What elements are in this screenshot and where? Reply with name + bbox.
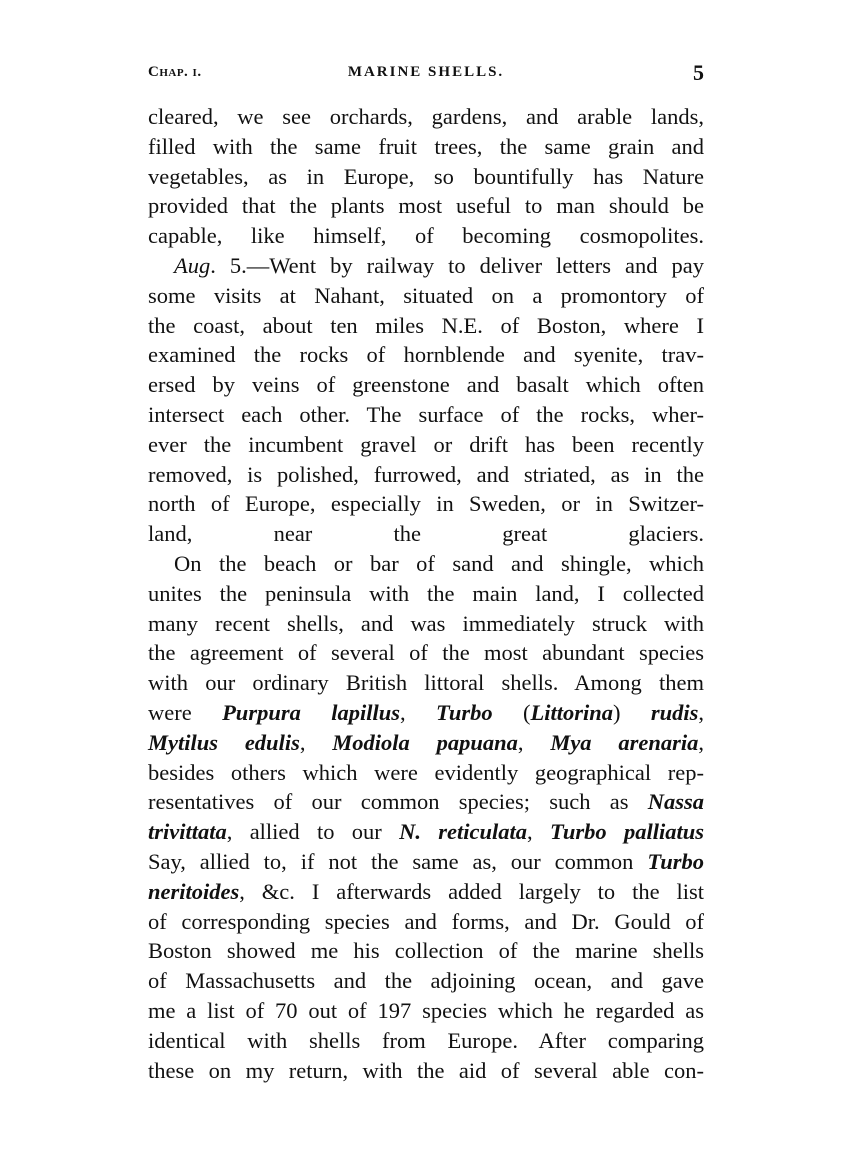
text-run: capable, like himself, of becoming cosmopolites. — [148, 223, 704, 249]
text-run: these on my return, with the aid of several able con- — [148, 1057, 704, 1083]
text-line — [148, 1026, 704, 1056]
text-run: besides others which were evidently geographical rep- — [148, 759, 704, 785]
text-line — [148, 847, 704, 877]
text-line — [148, 162, 704, 192]
text-run: Boston showed me his collection of the marine shells — [148, 938, 704, 964]
text-run: , — [399, 699, 436, 725]
running-head — [148, 62, 704, 86]
text-line — [148, 370, 704, 400]
text-line — [148, 698, 704, 728]
text-run: ersed by veins of greenstone and basalt which often — [148, 372, 704, 398]
text-run: me a list of 70 out of 197 species which he regarded as — [148, 997, 704, 1023]
text-run: , &c. I afterwards added largely to the list — [239, 878, 704, 904]
text-line — [148, 817, 704, 847]
text-line — [148, 638, 704, 668]
italic-term: Mya arenaria — [550, 729, 699, 755]
italic-term: Aug — [174, 252, 211, 278]
italic-term: Modiola papuana — [332, 729, 518, 755]
text-line — [148, 281, 704, 311]
text-run: examined the rocks of hornblende and syenite, trav- — [148, 342, 704, 368]
text-run: were — [148, 699, 223, 725]
text-line — [148, 877, 704, 907]
italic-term: Turbo — [647, 848, 704, 874]
text-line — [148, 579, 704, 609]
text-run: removed, is polished, furrowed, and striated, as in the — [148, 461, 704, 487]
text-run: filled with the same fruit trees, the same grain and — [148, 133, 704, 159]
text-line — [148, 519, 704, 549]
text-run: ever the incumbent gravel or drift has been recently — [148, 431, 704, 457]
text-line — [148, 251, 704, 281]
text-run: . 5.—Went by railway to deliver letters and pay — [210, 252, 704, 278]
text-run: the coast, about ten miles N.E. of Boston, where I — [148, 312, 704, 338]
book-page — [148, 62, 704, 1085]
text-line — [148, 668, 704, 698]
text-run: many recent shells, and was immediately struck with — [148, 610, 704, 636]
text-run: north of Europe, especially in Sweden, or in Switzer- — [148, 491, 704, 517]
text-line — [148, 728, 704, 758]
text-line — [148, 966, 704, 996]
text-run: of Massachusetts and the adjoining ocean, and gave — [148, 968, 704, 994]
text-line — [148, 191, 704, 221]
running-title: MARINE SHELLS. — [347, 64, 505, 80]
text-line — [148, 609, 704, 639]
text-run: the agreement of several of the most abundant species — [148, 640, 704, 666]
italic-term: rudis — [650, 699, 699, 725]
text-line — [148, 102, 704, 132]
text-run: unites the peninsula with the main land, I collected — [148, 580, 704, 606]
text-run: ) — [613, 699, 651, 725]
text-line — [148, 1056, 704, 1086]
italic-term: Nassa — [647, 789, 704, 815]
text-line — [148, 489, 704, 519]
italic-term: Littorina — [530, 699, 613, 725]
text-run: ( — [492, 699, 531, 725]
text-run: resentatives of our common species; such as — [148, 789, 648, 815]
text-run: vegetables, as in Europe, so bountifully has Nature — [148, 163, 704, 189]
chapter-label: Chap. i. — [148, 64, 202, 80]
italic-term: Turbo palliatus — [549, 819, 704, 845]
text-line — [148, 907, 704, 937]
text-run: , allied to our — [226, 819, 400, 845]
italic-term: Mytilus edulis — [148, 729, 300, 755]
text-line — [148, 132, 704, 162]
text-run: , — [698, 729, 704, 755]
text-line — [148, 460, 704, 490]
text-run: , — [299, 729, 333, 755]
text-run: with our ordinary British littoral shells. Among them — [148, 670, 704, 696]
text-run: , — [517, 729, 551, 755]
text-line — [148, 936, 704, 966]
text-run: of corresponding species and forms, and Dr. Gould of — [148, 908, 704, 934]
text-line — [148, 311, 704, 341]
text-run: cleared, we see orchards, gardens, and arable lands, — [148, 104, 704, 129]
italic-term: trivittata — [148, 819, 227, 845]
text-line — [148, 549, 704, 579]
text-line — [148, 400, 704, 430]
text-line — [148, 996, 704, 1026]
italic-term: Turbo — [435, 699, 493, 725]
italic-term: N. reticulata — [399, 819, 528, 845]
text-run: identical with shells from Europe. After comparing — [148, 1027, 704, 1053]
text-line — [148, 758, 704, 788]
italic-term: Purpura lapillus — [222, 699, 400, 725]
text-run: land, near the great glaciers. — [148, 521, 704, 547]
text-run: On the beach or bar of sand and shingle, which — [174, 550, 704, 576]
text-run: , — [527, 819, 550, 845]
body-text — [148, 102, 704, 1085]
text-line — [148, 430, 704, 460]
text-run: Say, allied to, if not the same as, our common — [148, 848, 648, 874]
text-run: some visits at Nahant, situated on a promontory of — [148, 282, 704, 308]
text-run: intersect each other. The surface of the rocks, wher- — [148, 401, 704, 427]
text-run: provided that the plants most useful to man should be — [148, 193, 704, 219]
text-line — [148, 787, 704, 817]
page-number: 5 — [693, 60, 704, 85]
text-run: , — [698, 699, 704, 725]
text-line — [148, 221, 704, 251]
text-line — [148, 340, 704, 370]
italic-term: neritoides — [148, 878, 240, 904]
